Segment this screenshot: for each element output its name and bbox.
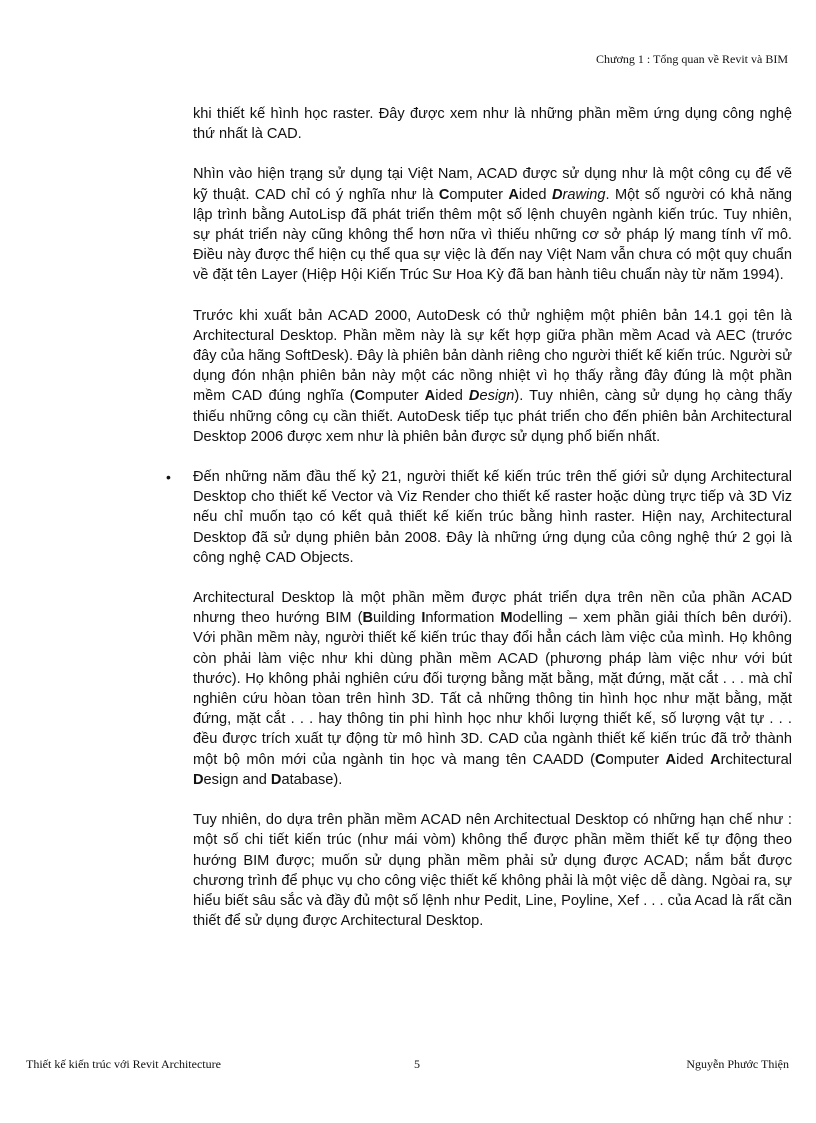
text-run: rchitectural (720, 751, 792, 768)
body-paragraph (193, 588, 792, 790)
text-run: Architectural Desktop là một phần mềm được phát triển dựa trên nền của phần ACAD nhưng theo hướng BIM ( (193, 590, 792, 627)
text-run: A (710, 751, 721, 768)
footer-author: Nguyễn Phước Thiện (686, 1057, 789, 1071)
text-run: A (665, 751, 677, 768)
text-run (552, 187, 563, 203)
text-run: esign (479, 388, 515, 405)
body-paragraph (193, 104, 792, 144)
body-paragraph (193, 164, 792, 285)
text-run: Nhìn vào hiện trạng sử dụng tại Việt Nam, ACAD được sử dụng như là một công cụ để vẽ kỹ thuật. CAD chỉ có ý nghĩa như là (193, 166, 792, 203)
text-run: omputer (605, 751, 666, 768)
text-run: ided (435, 388, 469, 405)
text-run: khi thiết kế hình học raster. Đây được xem như là những phần mềm ứng dụng công nghệ thứ nhất là CAD. (193, 106, 792, 143)
text-run: omputer (365, 388, 425, 405)
text-run: omputer (449, 186, 509, 203)
text-run: odelling – xem phần giải thích bên dưới). Với phần mềm này, người thiết kế kiến trúc thay đổi hẳn cách làm việc của mình. Họ không còn phải làm việc như khi dùng phần mềm ACAD (phương pháp làm việc như với bút thước). Họ không phải nghiên cứu đối tượng bằng mặt bằng, mặt đứng, mặt cắt . . . mà chỉ nghiên cứu hòan tòan trên hình 3D. Tất cả những thông tin hình học như mặt bằng, mặt đứng, mặt cắt . . . hay thông tin phi hình học như khối lượng thiết kế, số lượng vật tự . . . đều được trích xuất tự động từ mô hình 3D. CAD của ngành thiết kế kiến trúc đã trở thành một bộ môn mới của ngành tin học và mang tên CAADD ( (193, 610, 792, 768)
text-run: A (508, 186, 519, 203)
text-run: nformation (425, 610, 501, 627)
page-number: 5 (414, 1057, 420, 1071)
text-run: Trước khi xuất bản ACAD 2000, AutoDesk có thử nghiệm một phiên bản 14.1 gọi tên là Architectural Desktop. Phần mềm này là sự kết hợp giữa phần mềm Acad và AEC (trước đây của hãng SoftDesk). Đây là phiên bản dành riêng cho người thiết kế kiến trúc. Người sử dụng đón nhận phiên bản này một các nồng nhiệt vì họ thấy rằng đây đúng là một phần mềm CAD đúng nghĩa ( (193, 307, 792, 405)
text-run: esign and (203, 771, 271, 788)
text-run: Đến những năm đầu thế kỷ 21, người thiết kế kiến trúc trên thế giới sử dụng Architectural Desktop cho thiết kế Vector và Viz Render cho thiết kế raster hoặc dùng trực tiếp và 3D Viz nếu chỉ muốn tạo có kết quả thiết kế kiến trúc bằng hình raster. Hiện nay, Architectural Desktop đã sử dụng phiên bản 2008. Đây là những ứng dụng của công nghệ thứ 2 gọi là công nghệ CAD Objects. (193, 469, 792, 566)
body-paragraph (166, 467, 792, 568)
document-body (166, 104, 792, 951)
text-run: B (362, 610, 374, 627)
text-run: atabase). (281, 771, 343, 788)
text-run: ided (518, 186, 552, 203)
chapter-header: Chương 1 : Tổng quan về Revit và BIM (596, 52, 788, 66)
text-run: D (193, 771, 204, 788)
text-run (469, 388, 480, 404)
text-run: I (421, 610, 426, 627)
text-run: D (551, 186, 563, 203)
text-run: D (468, 388, 480, 405)
text-run: uilding (373, 610, 422, 627)
text-run: C (595, 751, 606, 768)
text-run: C (438, 186, 450, 203)
text-run: A (424, 388, 436, 405)
text-run: M (500, 610, 513, 627)
text-run: C (354, 388, 366, 405)
body-paragraph (193, 810, 792, 931)
text-run: rawing (562, 186, 606, 203)
body-paragraph (193, 306, 792, 447)
footer-book-title: Thiết kế kiến trúc với Revit Architecture (26, 1057, 221, 1071)
text-run: Tuy nhiên, do dựa trên phần mềm ACAD nên Architectual Desktop có những hạn chế như : một số chi tiết kiến trúc (như mái vòm) không thể được phần mềm thiết kế tự động theo hướng BIM được; muốn sử dụng phần mềm phải sử dụng được ACAD; nắm bắt được chương trình để phục vụ cho công việc thiết kế không phải là một việc dễ dàng. Ngòai ra, sự hiểu biết sâu sắc và đầy đủ một số lệnh như Pedit, Line, Poyline, Xef . . . của Acad là rất cần thiết để sử dụng được Architectural Desktop. (193, 812, 792, 930)
text-run: . Một số người có khả năng lập trình bằng AutoLisp đã phát triển thêm một số lệnh chuyên ngành kiến trúc. Tuy nhiên, sự phát triển này cũng không thể hơn nữa vì thiếu những cơ sở pháp lý mang tính vĩ mô. Điều này được thể hiện cụ thể qua sự việc là đến nay Việt Nam vẫn chưa có một quy chuẩn về đặt tên Layer (Hiệp Hội Kiến Trúc Sư Hoa Kỳ đã ban hành tiêu chuẩn này từ năm 1994). (193, 186, 792, 284)
text-run: ided (676, 751, 711, 768)
text-run: ). Tuy nhiên, càng sử dụng họ càng thấy thiếu những công cụ cần thiết. AutoDesk tiếp tục phát triển cho đến phiên bản Architectural Desktop 2006 được xem như là phiên bản được sử dụng phổ biến nhất. (193, 388, 792, 445)
bullet-marker: • (166, 469, 171, 486)
text-run: D (270, 771, 282, 788)
